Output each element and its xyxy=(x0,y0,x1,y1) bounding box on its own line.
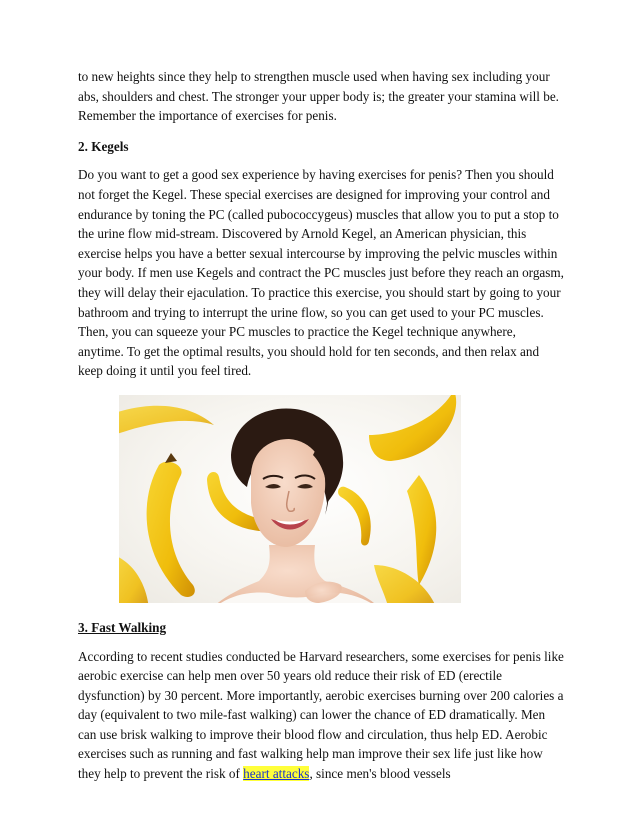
banana-center-right xyxy=(338,487,371,546)
fast-walking-text-after-link: , since men's blood vessels xyxy=(309,766,451,782)
woman-with-bananas-photo xyxy=(119,395,461,603)
heart-attacks-link[interactable]: heart attacks xyxy=(243,766,310,782)
kegels-paragraph: Do you want to get a good sex experience by having exercises for penis? Then you should not forget the Kegel. These special exercises are designed for improving your control and endurance by toning the PC (called pubococcygeus) muscles that allow you to put a stop to the urine flow mid-stream. Discovered by Arnold Kegel, an American physician, this exercise helps you have a better sexual intercourse by improving the pelvic muscles within your body. If men use Kegels and contract the PC muscles just before they reach an orgasm, they will delay their ejaculation. To practice this exercise, you should start by going to your bathroom and trying to interrupt the urine flow, so you can get used to your PC muscles. Then, you can squeeze your PC muscles to practice the Kegel technique anywhere, anytime. To get the optimal results, you should hold for ten seconds, and then relax and keep doing it until you feel tired. xyxy=(78,167,564,379)
document-page xyxy=(78,67,564,784)
banana-top-left xyxy=(119,406,214,435)
banana-left-large xyxy=(147,453,195,597)
fast-walking-text-before-link: According to recent studies conducted be Harvard researchers, some exercises for penis like aerobic exercise can help men over 50 years old reduce their risk of ED (erectile dysfunction) by 30 percent. More importantly, aerobic exercises burning over 200 calories a day (equivalent to two mile-fast walking) can lower the chance of ED dramatically. Men can use brisk walking to improve their blood flow and circulation, thus help ED. Aerobic exercises such as running and fast walking help man improve their sex life just like how they help to prevent the risk of xyxy=(78,648,564,782)
fast-walking-heading: 3. Fast Walking xyxy=(78,619,167,635)
intro-paragraph: to new heights since they help to strengthen muscle used when having sex including your abs, shoulders and chest. The stronger your upper body is; the greater your stamina will be. Remember the importance of exercises for penis. xyxy=(78,69,559,124)
banana-top-right xyxy=(369,395,456,461)
kegels-heading: 2. Kegels xyxy=(78,138,129,154)
fast-walking-paragraph xyxy=(78,647,564,784)
banana-bottom-right xyxy=(374,565,437,603)
banana-right xyxy=(407,475,436,585)
photo-illustration xyxy=(119,395,461,603)
banana-bottom-left xyxy=(119,555,149,603)
